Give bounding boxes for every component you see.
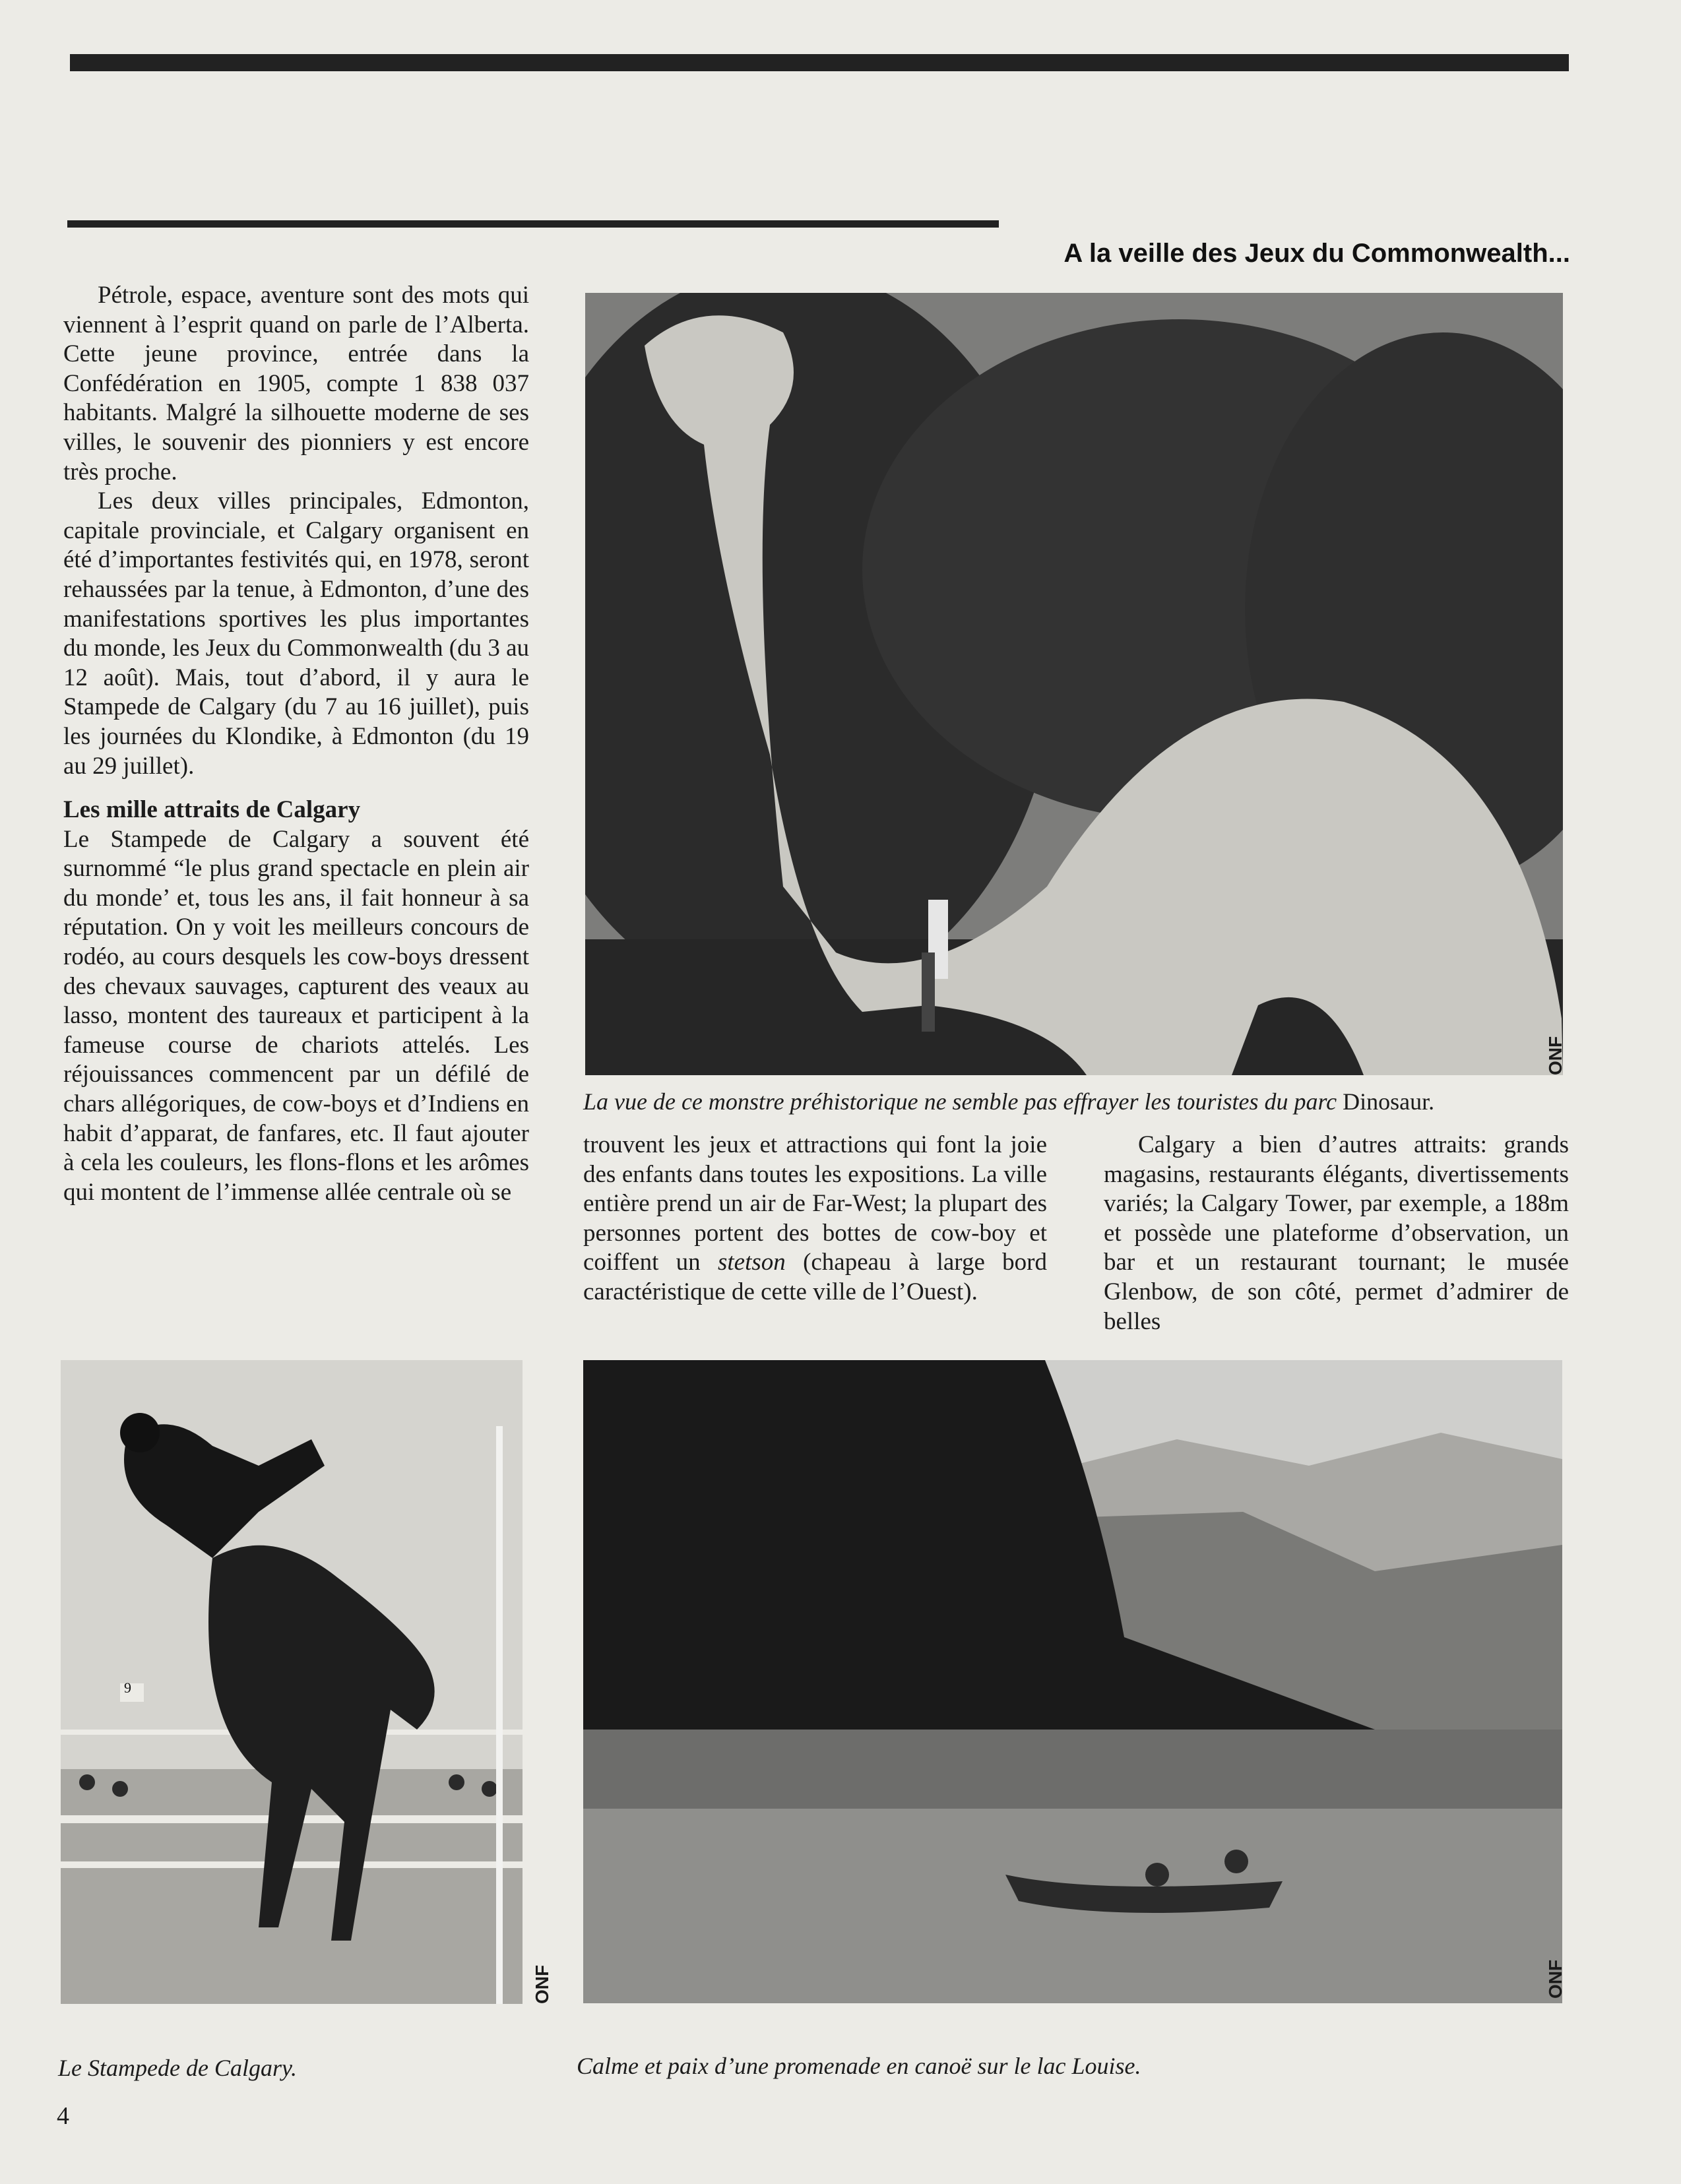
column-1 <box>63 281 529 1207</box>
subheading-calgary: Les mille attraits de Calgary <box>63 796 361 824</box>
lake-caption: Calme et paix d’une promenade en canoë sur le lac Louise. <box>577 2053 1141 2079</box>
top-rule <box>70 54 1569 71</box>
paragraph-cities: Les deux villes principales, Edmonton, capitale provinciale, et Calgary organisent en été d’importantes festivités qui, en 1978, seront rehaussées par la tenue, à Edmonton, d’une des manifestations sportives les plus importantes du monde, les Jeux du Commonwealth (du 3 au 12 août). Mais, tout d’abord, il y aura le Stampede de Calgary (du 7 au 16 juillet), puis les journées du Klondike, à Edmonton (du 19 au 29 juillet). <box>63 487 529 780</box>
stetson-word: stetson <box>717 1249 786 1276</box>
rodeo-photo-credit: ONF <box>532 1964 552 2004</box>
dinosaur-caption-italic: La vue de ce monstre préhistorique ne semble pas effrayer les touristes du parc <box>583 1088 1343 1115</box>
lake-photo <box>583 1360 1562 2003</box>
rodeo-photo <box>61 1360 523 2004</box>
paragraph-far-west-a: trouvent les jeux et attractions qui font la joie des enfants dans toutes les expositions. La ville entière prend un air de Far-West; la plupart des personnes portent des bottes de cow-boy et coiffent un <box>583 1131 1047 1276</box>
paragraph-stampede: Le Stampede de Calgary a souvent été surnommé “le plus grand spectacle en plein air du monde’ et, tous les ans, il fait honneur à sa réputation. On y voit les meilleurs concours de rodéo, au cours desquels les cow-boys dressent des chevaux sauvages, capturent des veaux au lasso, montent des taureaux et participent à la fameuse course de chariots attelés. Les réjouissances commencent par un défilé de chars allégoriques, de cow-boys et d’Indiens en habit d’apparat, de fanfares, etc. Il faut ajouter à cela les couleurs, les flons-flons et les arômes qui montent de l’immense allée centrale où se <box>63 825 529 1206</box>
dinosaur-photo <box>585 293 1563 1075</box>
section-rule <box>67 220 999 228</box>
page-number: 4 <box>57 2102 69 2130</box>
column-3 <box>1104 1131 1569 1336</box>
rodeo-caption: Le Stampede de Calgary. <box>58 2055 297 2081</box>
lake-photo-credit: ONF <box>1545 1959 1566 1999</box>
paragraph-far-west <box>583 1131 1047 1307</box>
paragraph-intro: Pétrole, espace, aventure sont des mots qui viennent à l’esprit quand on parle de l’Alberta. Cette jeune province, entrée dans la Confédération en 1905, compte 1 838 037 habitants. Malgré la silhouette moderne de ses villes, le souvenir des pionniers y est encore très proche. <box>63 282 529 485</box>
rodeo-sign: 9 <box>124 1679 131 1696</box>
dinosaur-photo-credit: ONF <box>1545 1036 1566 1075</box>
dinosaur-caption-roman: Dinosaur. <box>1343 1088 1435 1115</box>
column-2 <box>583 1131 1047 1307</box>
paragraph-attractions: Calgary a bien d’autres attraits: grands magasins, restaurants élégants, divertissements variés; la Calgary Tower, par exemple, a 188m et possède une plateforme d’observation, un bar et un restaurant tournant; le musée Glenbow, de son côté, permet d’admirer de belles <box>1104 1131 1569 1335</box>
headline: A la veille des Jeux du Commonwealth... <box>1063 239 1570 268</box>
paragraph-far-west-b: (chapeau à large bord caractéristique de cette ville de l’Ouest). <box>583 1249 1047 1305</box>
dinosaur-caption <box>583 1087 1566 1116</box>
